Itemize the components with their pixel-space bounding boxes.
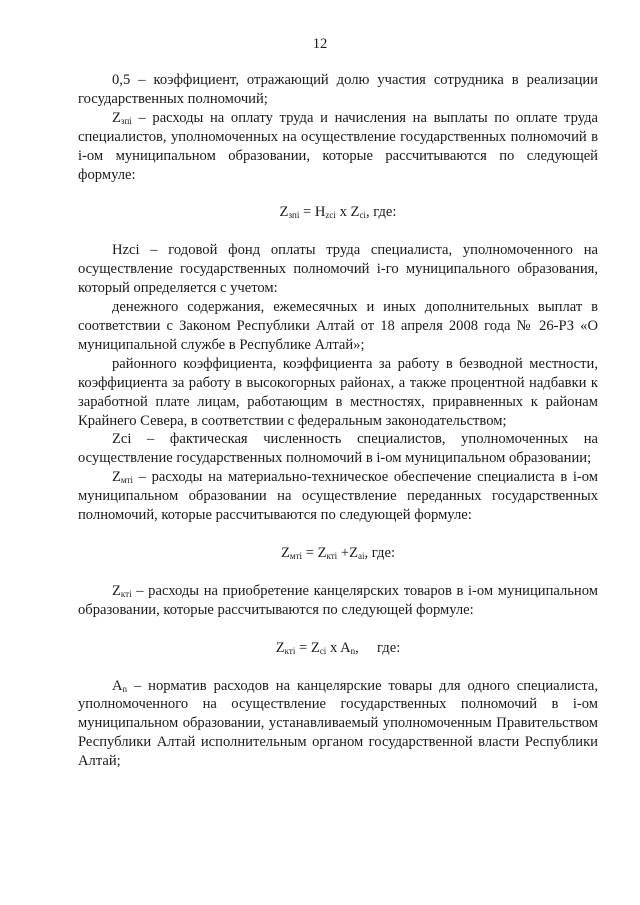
- paragraph-stationery-norm: [78, 677, 598, 772]
- page-number: 12: [312, 36, 328, 52]
- paragraph-text: – расходы на оплату труда и начисления на выплаты по оплате труда специалистов, уполномоченных на осуществление государственных полномочий в i-ом муниципальном образовании, которые рассчитываются по следующей формуле:: [78, 109, 598, 183]
- symbol-subscript: n: [122, 683, 128, 694]
- paragraph-text: – расходы на приобретение канцелярских товаров в i-ом муниципальном образовании, которые рассчитываются по следующей формуле:: [78, 582, 598, 618]
- symbol: Z: [112, 469, 121, 486]
- paragraph-text: – расходы на материально-техническое обеспечение специалиста в i-ом муниципальном образовании на осуществление переданных государственных полномочий, которые рассчитываются по следующей формуле:: [78, 469, 598, 524]
- symbol: Z: [112, 582, 121, 599]
- paragraph-annual-fund: Hzci – годовой фонд оплаты труда специалиста, уполномоченного на осуществление государственных полномочий i-го муниципального образования, который определяется с учетом:: [78, 242, 598, 297]
- paragraph-labor-costs: [78, 109, 598, 185]
- symbol: Z: [112, 109, 121, 126]
- paragraph-salary: денежного содержания, ежемесячных и иных дополнительных выплат в соответствии с Законом Республики Алтай от 18 апреля 2008 года № 26-РЗ «О муниципальной службе в Республике Алтай»;: [78, 299, 598, 353]
- paragraph-headcount: Zci – фактическая численность специалистов, уполномоченных на осуществление государственных полномочий в i-ом муниципальном образовании;: [78, 431, 598, 467]
- paragraph-regional-coefficient: районного коэффициента, коэффициента за работу в безводной местности, коэффициента за работу в высокогорных районах, а также процентной надбавки к заработной плате лицам, работающим в местностях, приравненных к районам Крайнего Севера, в соответствии с федеральным законодательством;: [78, 355, 598, 429]
- paragraph-stationery-costs: [78, 582, 598, 620]
- paragraph-material-costs: [78, 468, 598, 525]
- formula-labor-costs: $Z_{зпi} = H_{zci}$ x $Z_{ci}$, где:: [279, 204, 397, 221]
- formula-stationery-costs: $Z_{ктi} = Z_{ci}$ x $A_n$, где:: [275, 639, 401, 656]
- document-body: [78, 71, 598, 771]
- paragraph-coefficient: 0,5 – коэффициент, отражающий долю участия сотрудника в реализации государственных полномочий;: [78, 72, 598, 107]
- symbol-subscript: зпi: [120, 115, 132, 126]
- symbol-subscript: ктi: [120, 588, 132, 599]
- paragraph-text: – норматив расходов на канцелярские товары для одного специалиста, уполномоченного на осуществление государственных полномочий в i-ом муниципальном образовании, устанавливаемый уполномоченным Правительством Республики Алтай исполнительным органом государственной власти Республики Алтай;: [78, 677, 598, 770]
- symbol: A: [112, 677, 123, 694]
- formula-material-costs: $Z_{мтi} = Z_{ктi} +Z_{ai}$, где:: [280, 544, 395, 561]
- symbol-subscript: мтi: [120, 475, 134, 486]
